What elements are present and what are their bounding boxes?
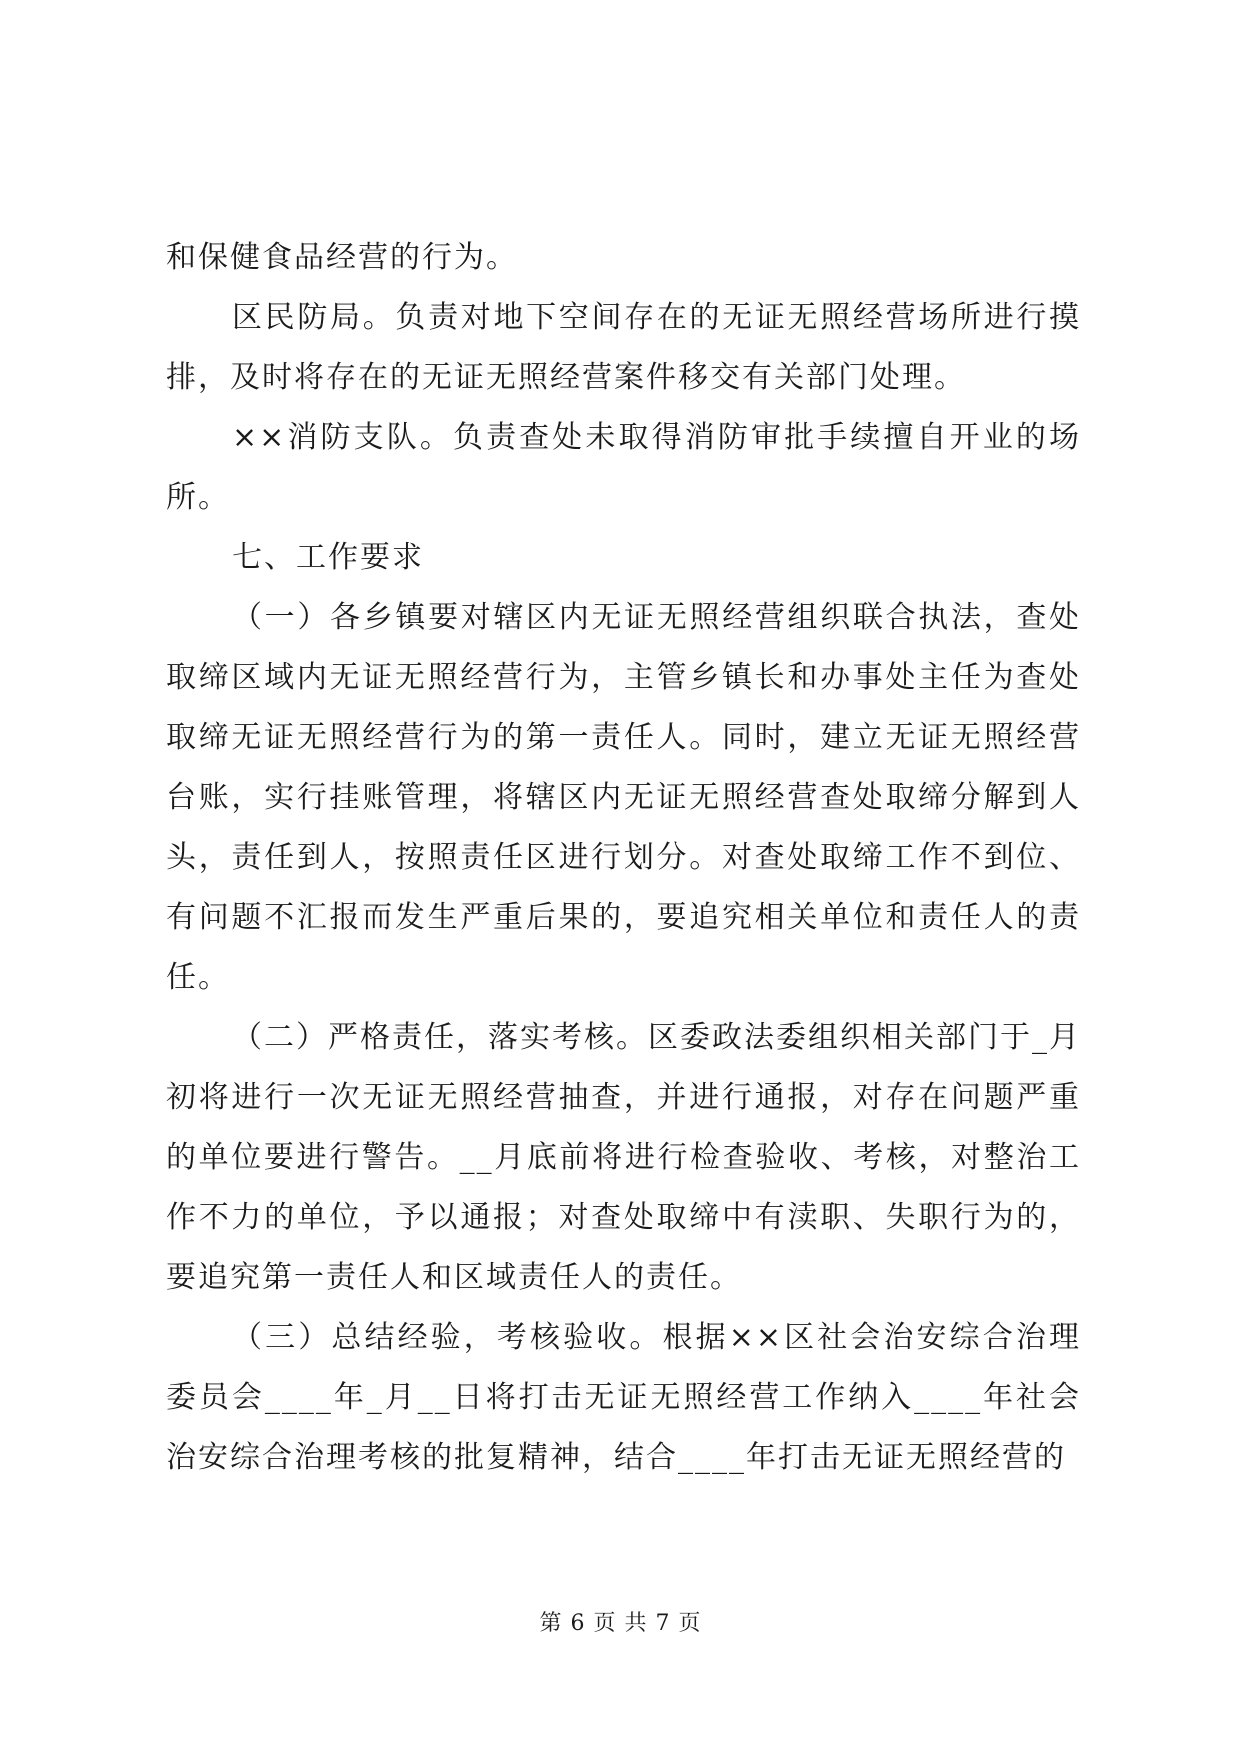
paragraph-requirement-3: （三）总结经验，考核验收。根据××区社会治安综合治理委员会____年_月__日将打击无证无照经营工作纳入____年社会治安综合治理考核的批复精神，结合____年打击无证无照经营的 [166, 1320, 1081, 1475]
paragraph-requirement-1: （一）各乡镇要对辖区内无证无照经营组织联合执法，查处取缔区域内无证无照经营行为，主管乡镇长和办事处主任为查处取缔无证无照经营行为的第一责任人。同时，建立无证无照经营台账，实行挂账管理，将辖区内无证无照经营查处取缔分解到人头，责任到人，按照责任区进行划分。对查处取缔工作不到位、有问题不汇报而发生严重后果的，要追究相关单位和责任人的责任。 [166, 600, 1081, 995]
section-heading-work-requirements: 七、工作要求 [232, 540, 424, 575]
paragraph-continuation: 和保健食品经营的行为。 [166, 240, 518, 275]
page-footer [0, 1609, 1241, 1639]
document-body [166, 228, 1081, 1488]
paragraph-requirement-2: （二）严格责任，落实考核。区委政法委组织相关部门于_月初将进行一次无证无照经营抽查，并进行通报，对存在问题严重的单位要进行警告。__月底前将进行检查验收、考核，对整治工作不力的单位，予以通报；对查处取缔中有渎职、失职行为的，要追究第一责任人和区域责任人的责任。 [166, 1020, 1081, 1295]
paragraph-civil-defense-bureau: 区民防局。负责对地下空间存在的无证无照经营场所进行摸排，及时将存在的无证无照经营案件移交有关部门处理。 [166, 300, 1081, 395]
paragraph-fire-brigade: ××消防支队。负责查处未取得消防审批手续擅自开业的场所。 [166, 420, 1081, 515]
page-number-label: 第 6 页 共 7 页 [539, 1611, 702, 1636]
